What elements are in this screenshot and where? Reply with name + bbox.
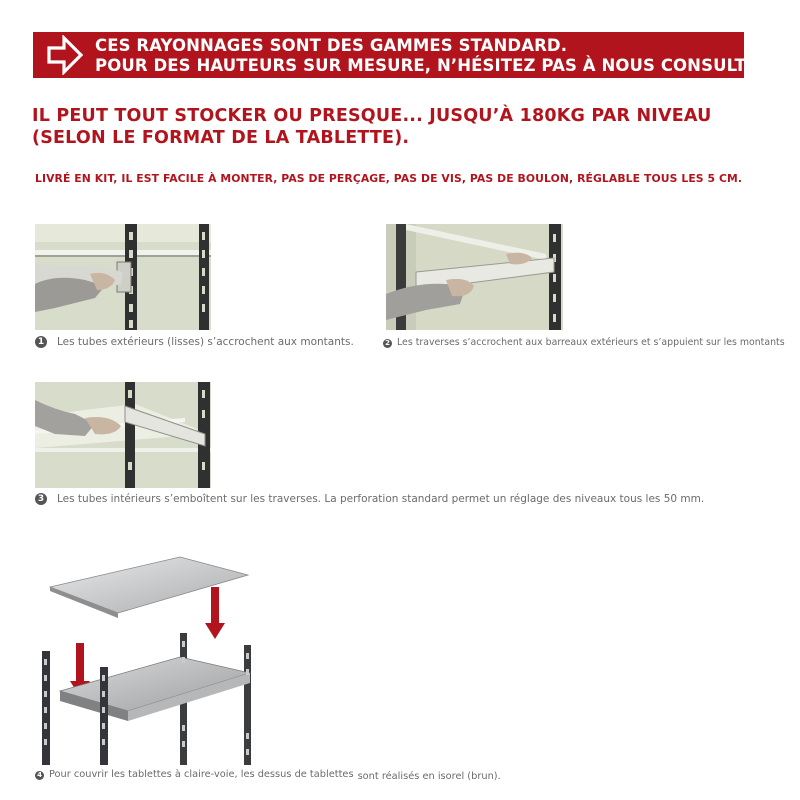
step-number-badge: 2 <box>383 339 392 348</box>
step-3-caption <box>35 492 704 506</box>
step-4-illustration <box>30 555 260 765</box>
right-arrow-icon <box>47 35 83 75</box>
step-4-caption <box>35 768 501 782</box>
step-1-caption <box>35 335 354 349</box>
info-banner <box>33 32 784 78</box>
step-1-text: Les tubes extérieurs (lisses) s’accrochent aux montants. <box>57 336 354 348</box>
banner-line-2: POUR DES HAUTEURS SUR MESURE, N’HÉSITEZ PAS À NOUS CONSULTER ! <box>95 56 784 75</box>
step-1-photo <box>35 224 211 330</box>
headline-line-1: IL PEUT TOUT STOCKER OU PRESQUE... JUSQU’À 180KG PAR NIVEAU <box>32 106 712 126</box>
step-number-badge: 1 <box>35 336 47 348</box>
banner-line-1: CES RAYONNAGES SONT DES GAMMES STANDARD. <box>95 36 568 55</box>
step-4-text: Pour couvrir les tablettes à claire-voie, les dessus de tablettes <box>49 769 354 780</box>
step-number-badge: 3 <box>35 493 47 505</box>
headline-line-2: (SELON LE FORMAT DE LA TABLETTE). <box>32 128 410 148</box>
step-number-badge: 4 <box>35 771 44 780</box>
subheading: LIVRÉ EN KIT, IL EST FACILE À MONTER, PAS DE PERÇAGE, PAS DE VIS, PAS DE BOULON, RÉGLABLE TOUS LES 5 CM. <box>35 172 743 185</box>
step-2-text: Les traverses s’accrochent aux barreaux extérieurs et s’appuient sur les montants <box>397 337 785 348</box>
step-3-text: Les tubes intérieurs s’emboîtent sur les traverses. La perforation standard permet un réglage des niveaux tous les 50 mm. <box>57 493 705 505</box>
step-4-text-continued: sont réalisés en isorel (brun). <box>357 771 501 782</box>
step-2-caption <box>383 336 785 350</box>
step-2-photo <box>386 224 563 330</box>
step-3-photo <box>35 382 211 488</box>
